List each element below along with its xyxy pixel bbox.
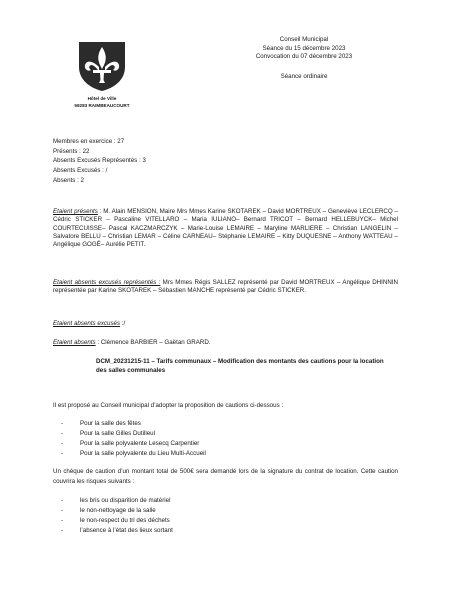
count-present: Présents : 22 <box>53 147 90 155</box>
header-session-type: Séance ordinaire <box>280 72 328 80</box>
logo-address: 59283 RAIMBEAUCOURT <box>74 103 130 108</box>
header-council: Conseil Municipal <box>279 36 329 43</box>
cheque-paragraph: Un chèque de caution d’un montant total de 500€ sera demandé lors de la signature du contrat de location. Cette caution couvrira les risques suivants : <box>53 468 398 485</box>
count-represented: Absents Excusés Représentés : 3 <box>53 157 146 165</box>
header-session-date: Séance du 15 décembre 2023 <box>262 44 346 52</box>
list-item: - l’absence à l’état des lieux sortant <box>61 526 361 536</box>
presents-text: : M. Alain MENSION, Maire Mrs Mmes Karine SKOTAREK – David MORTREUX – Geneviève LECLERCQ – Cédric STICKER – Pascaline VITELLARO – Maria IULIANO– Bernard TRICOT – Bernard HELLEBUYCK– Michel COURTECUISSE– Pascal KACZMARCZYK – Marie-Louise LEMAIRE – Maryline MARLIERE – Christian LANGELIN – Salvatore BELLU – Christian LEMAR – Céline CARNEAU– Stéphanie LEMAIRE – Kitty DUQUESNE – Anthony WATTEAU – Angélique GOGÉ– Aurélie PETIT. <box>53 208 398 249</box>
municipal-logo <box>77 40 127 92</box>
list-item: - le non-nettoyage de la salle <box>61 506 361 516</box>
list-item: - les bris ou disparition de matériel <box>61 496 361 506</box>
risques-list <box>61 496 361 536</box>
header-convocation-date: Convocation du 07 décembre 2023 <box>255 53 353 61</box>
proposal-intro: Il est proposé au Conseil municipal d’adopter la proposition de cautions ci-dessous : <box>53 402 284 409</box>
excused-text: :/ <box>120 320 126 327</box>
absent-text: : Clémence BARBIER – Gaëtan GRARD. <box>95 339 211 346</box>
header-gap <box>225 62 383 73</box>
absent-label: Etaient absents <box>53 339 96 346</box>
list-item: - Pour la salle polyvalente Lesecq Carpentier <box>61 439 361 449</box>
list-item: - Pour la salle des fêtes <box>61 419 361 429</box>
excused-paragraph <box>53 320 398 328</box>
salles-list <box>61 419 361 459</box>
presents-label: Etaient présents <box>53 208 98 215</box>
list-item: - Pour la salle Gilles Dutilleul <box>61 429 361 439</box>
excused-label: Etaient absents excusés <box>53 320 121 327</box>
list-item: - le non-respect du tri des déchets <box>61 516 361 526</box>
list-item: - Pour la salle polyvalente du Lieu Multi-Accueil <box>61 449 361 459</box>
logo-hotel-de-ville: Hôtel de Ville <box>87 96 117 101</box>
represented-label: Etaient absents excusés représentés : <box>53 279 161 286</box>
count-absent: Absents : 2 <box>53 176 84 184</box>
presents-paragraph <box>53 208 398 249</box>
count-members: Membres en exercice : 27 <box>53 138 125 145</box>
absent-paragraph <box>53 339 398 347</box>
fleur-de-lis-shield-icon <box>77 40 127 92</box>
represented-text: Mrs Mmes Régis SALLEZ représenté par David MORTREUX – Angélique DHINNIN représentée par Karine SKOTAREK – Sébastien MANCHE représenté par Cédric STICKER. <box>53 279 398 295</box>
count-excused: Absents Excusés : / <box>53 167 108 175</box>
represented-paragraph <box>53 279 398 296</box>
deliberation-title: DCM_20231215-11 – Tarifs communaux – Modification des montants des cautions pour la location des salles communales <box>96 358 384 374</box>
meeting-header <box>225 36 383 81</box>
attendance-counts <box>53 137 313 186</box>
